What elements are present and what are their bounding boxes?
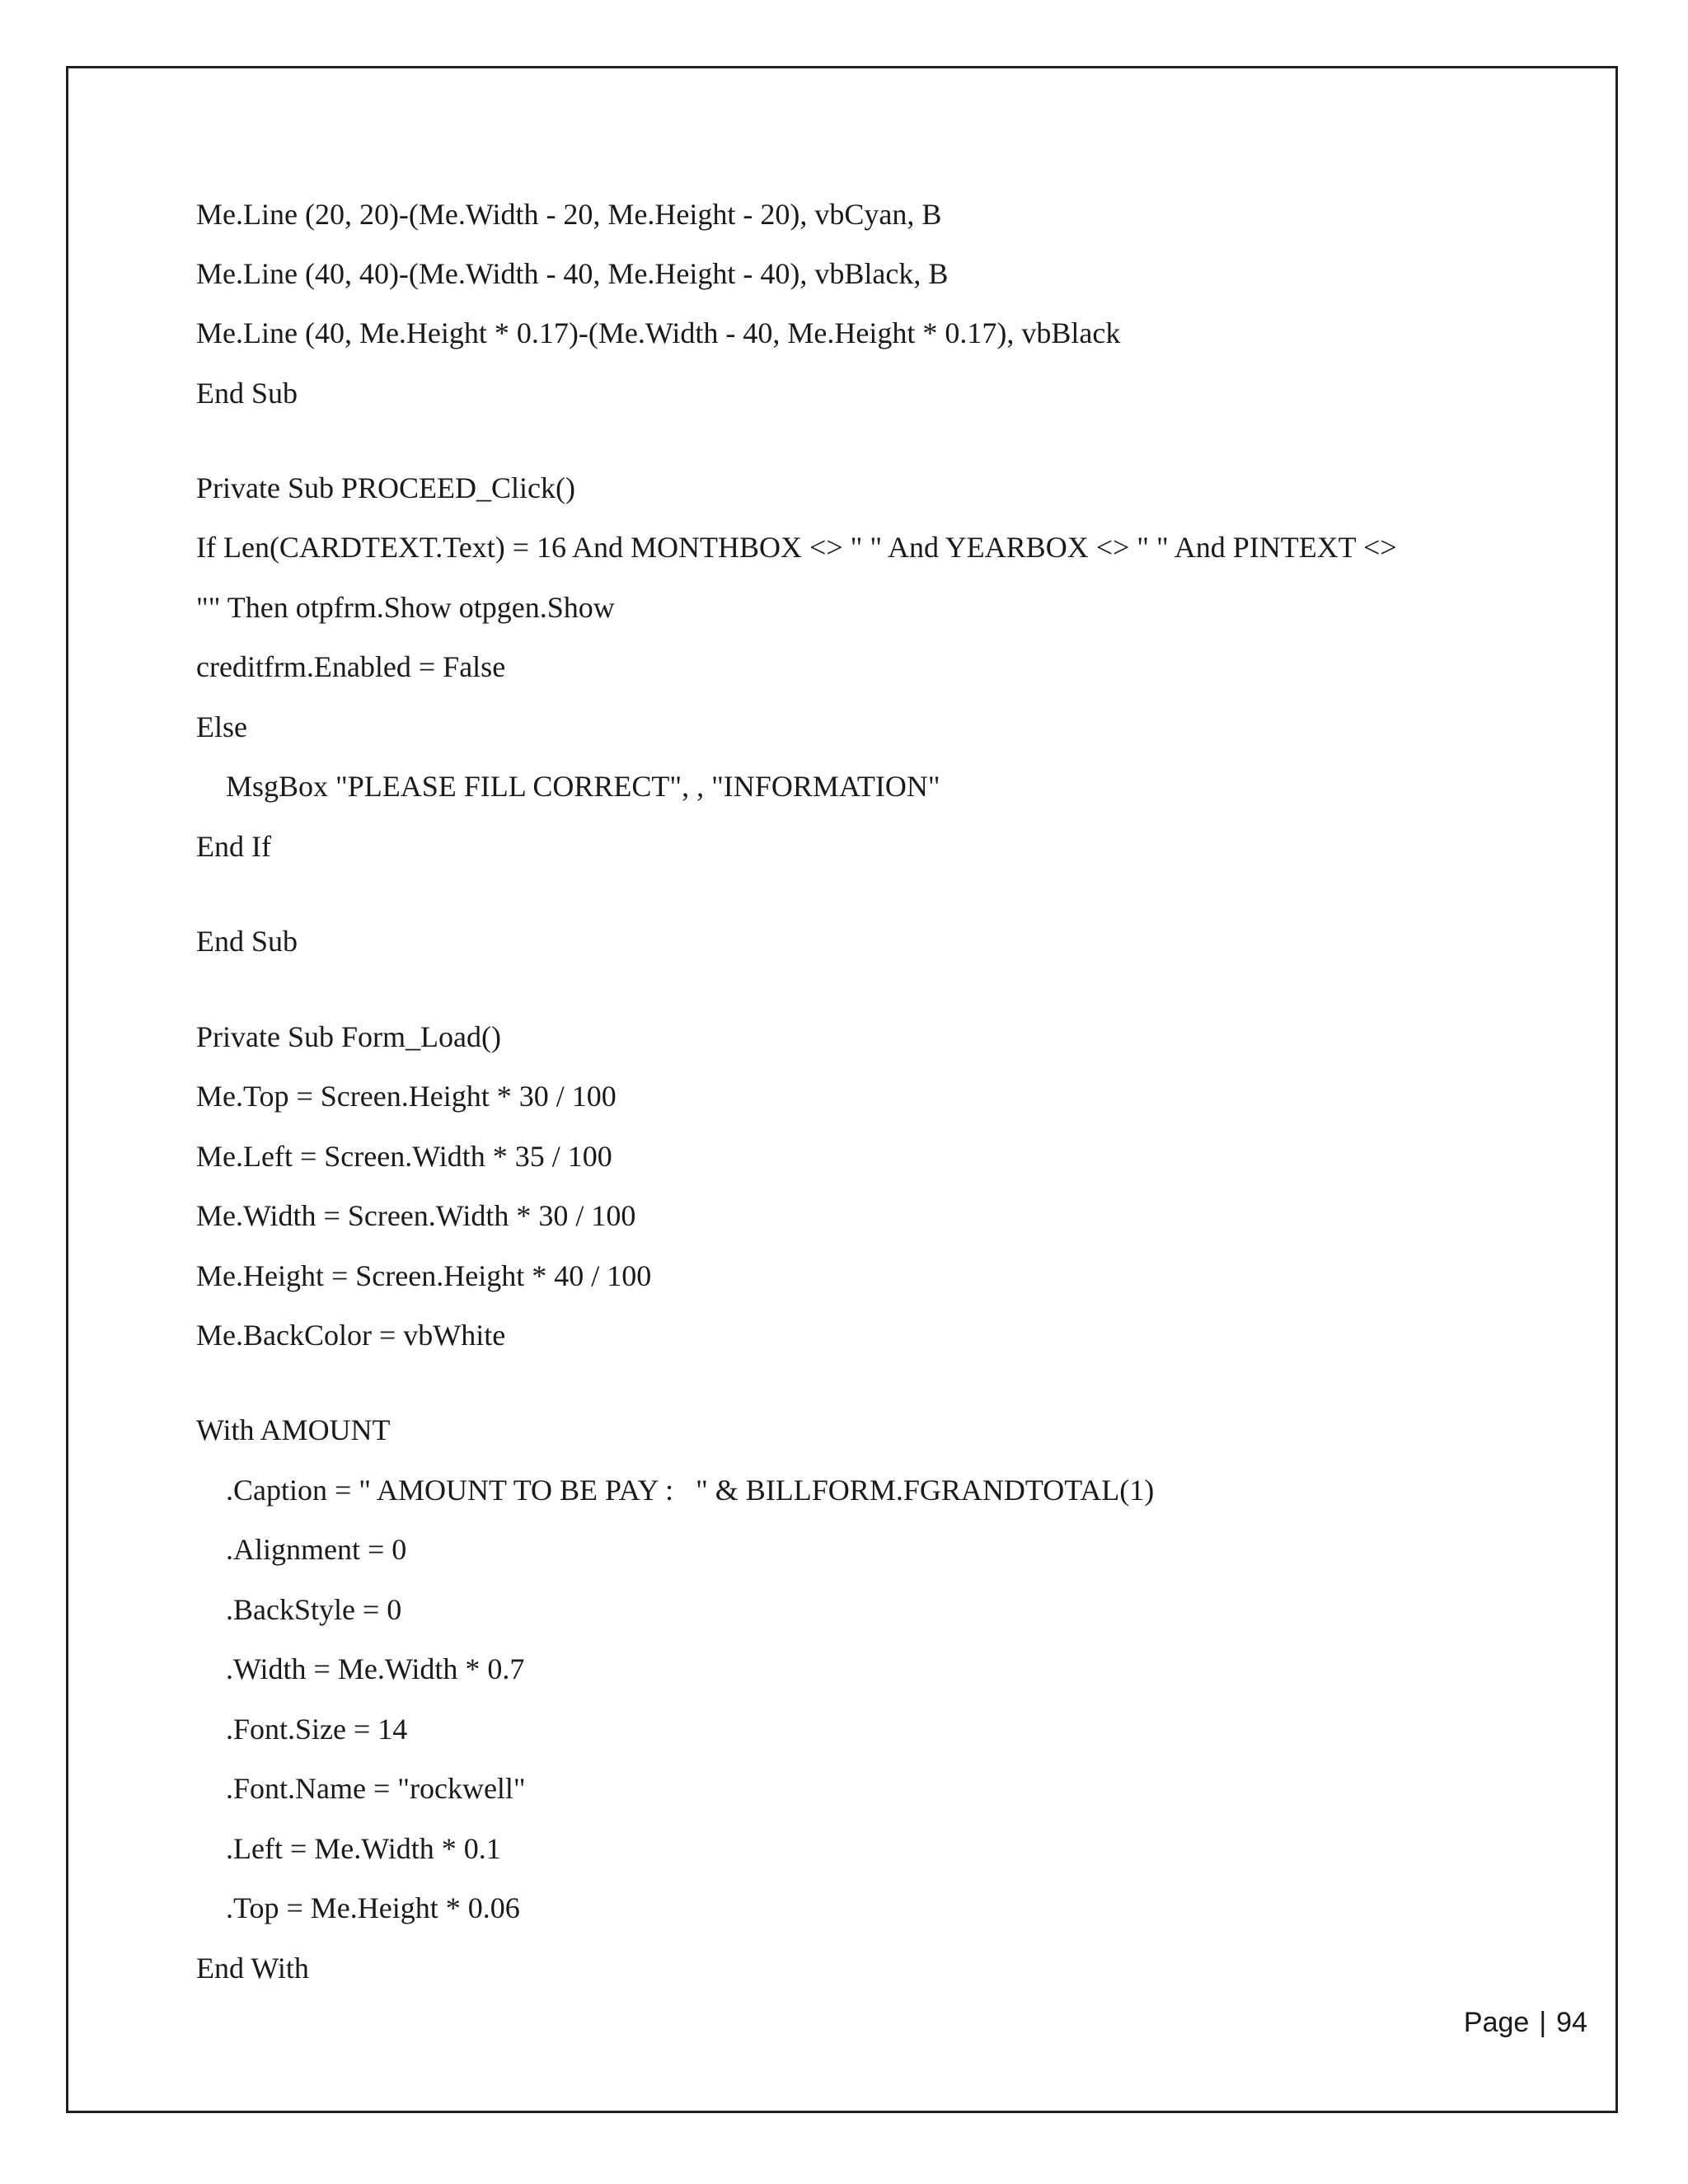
code-line: End Sub bbox=[196, 377, 298, 410]
code-line: .BackStyle = 0 bbox=[226, 1593, 402, 1626]
code-line: Me.Line (40, 40)-(Me.Width - 40, Me.Height - 40), vbBlack, B bbox=[196, 257, 949, 290]
code-line: MsgBox "PLEASE FILL CORRECT", , "INFORMATION" bbox=[226, 770, 940, 803]
code-line: Me.Line (20, 20)-(Me.Width - 20, Me.Height - 20), vbCyan, B bbox=[196, 198, 942, 231]
code-line: Else bbox=[196, 710, 247, 743]
code-line: .Font.Name = "rockwell" bbox=[226, 1772, 526, 1805]
code-line: .Left = Me.Width * 0.1 bbox=[226, 1832, 501, 1865]
code-line: Me.Width = Screen.Width * 30 / 100 bbox=[196, 1199, 636, 1232]
page-separator: | bbox=[1539, 2007, 1547, 2038]
code-line: Me.Left = Screen.Width * 35 / 100 bbox=[196, 1140, 612, 1173]
page-label: Page bbox=[1463, 2007, 1530, 2038]
code-line: Me.BackColor = vbWhite bbox=[196, 1319, 506, 1352]
code-line: Private Sub Form_Load() bbox=[196, 1020, 501, 1053]
code-line: End Sub bbox=[196, 925, 298, 958]
code-line: creditfrm.Enabled = False bbox=[196, 650, 506, 683]
code-line: End If bbox=[196, 830, 271, 863]
code-line: Me.Height = Screen.Height * 40 / 100 bbox=[196, 1259, 652, 1292]
code-line: "" Then otpfrm.Show otpgen.Show bbox=[196, 591, 615, 624]
code-line: Me.Top = Screen.Height * 30 / 100 bbox=[196, 1080, 617, 1113]
page-footer bbox=[1464, 2004, 1587, 2041]
code-line: .Alignment = 0 bbox=[226, 1533, 407, 1566]
code-line: .Top = Me.Height * 0.06 bbox=[226, 1891, 520, 1924]
code-line: .Width = Me.Width * 0.7 bbox=[226, 1652, 525, 1685]
code-line: Private Sub PROCEED_Click() bbox=[196, 471, 575, 504]
code-line: If Len(CARDTEXT.Text) = 16 And MONTHBOX <> " " And YEARBOX <> " " And PINTEXT <> bbox=[196, 531, 1397, 564]
code-line: Me.Line (40, Me.Height * 0.17)-(Me.Width - 40, Me.Height * 0.17), vbBlack bbox=[196, 316, 1121, 349]
code-line: .Caption = " AMOUNT TO BE PAY : " & BILLFORM.FGRANDTOTAL(1) bbox=[226, 1474, 1155, 1507]
code-line: .Font.Size = 14 bbox=[226, 1713, 408, 1746]
code-line: End With bbox=[196, 1952, 309, 1985]
code-line: With AMOUNT bbox=[196, 1413, 391, 1446]
page-number: 94 bbox=[1556, 2007, 1587, 2038]
